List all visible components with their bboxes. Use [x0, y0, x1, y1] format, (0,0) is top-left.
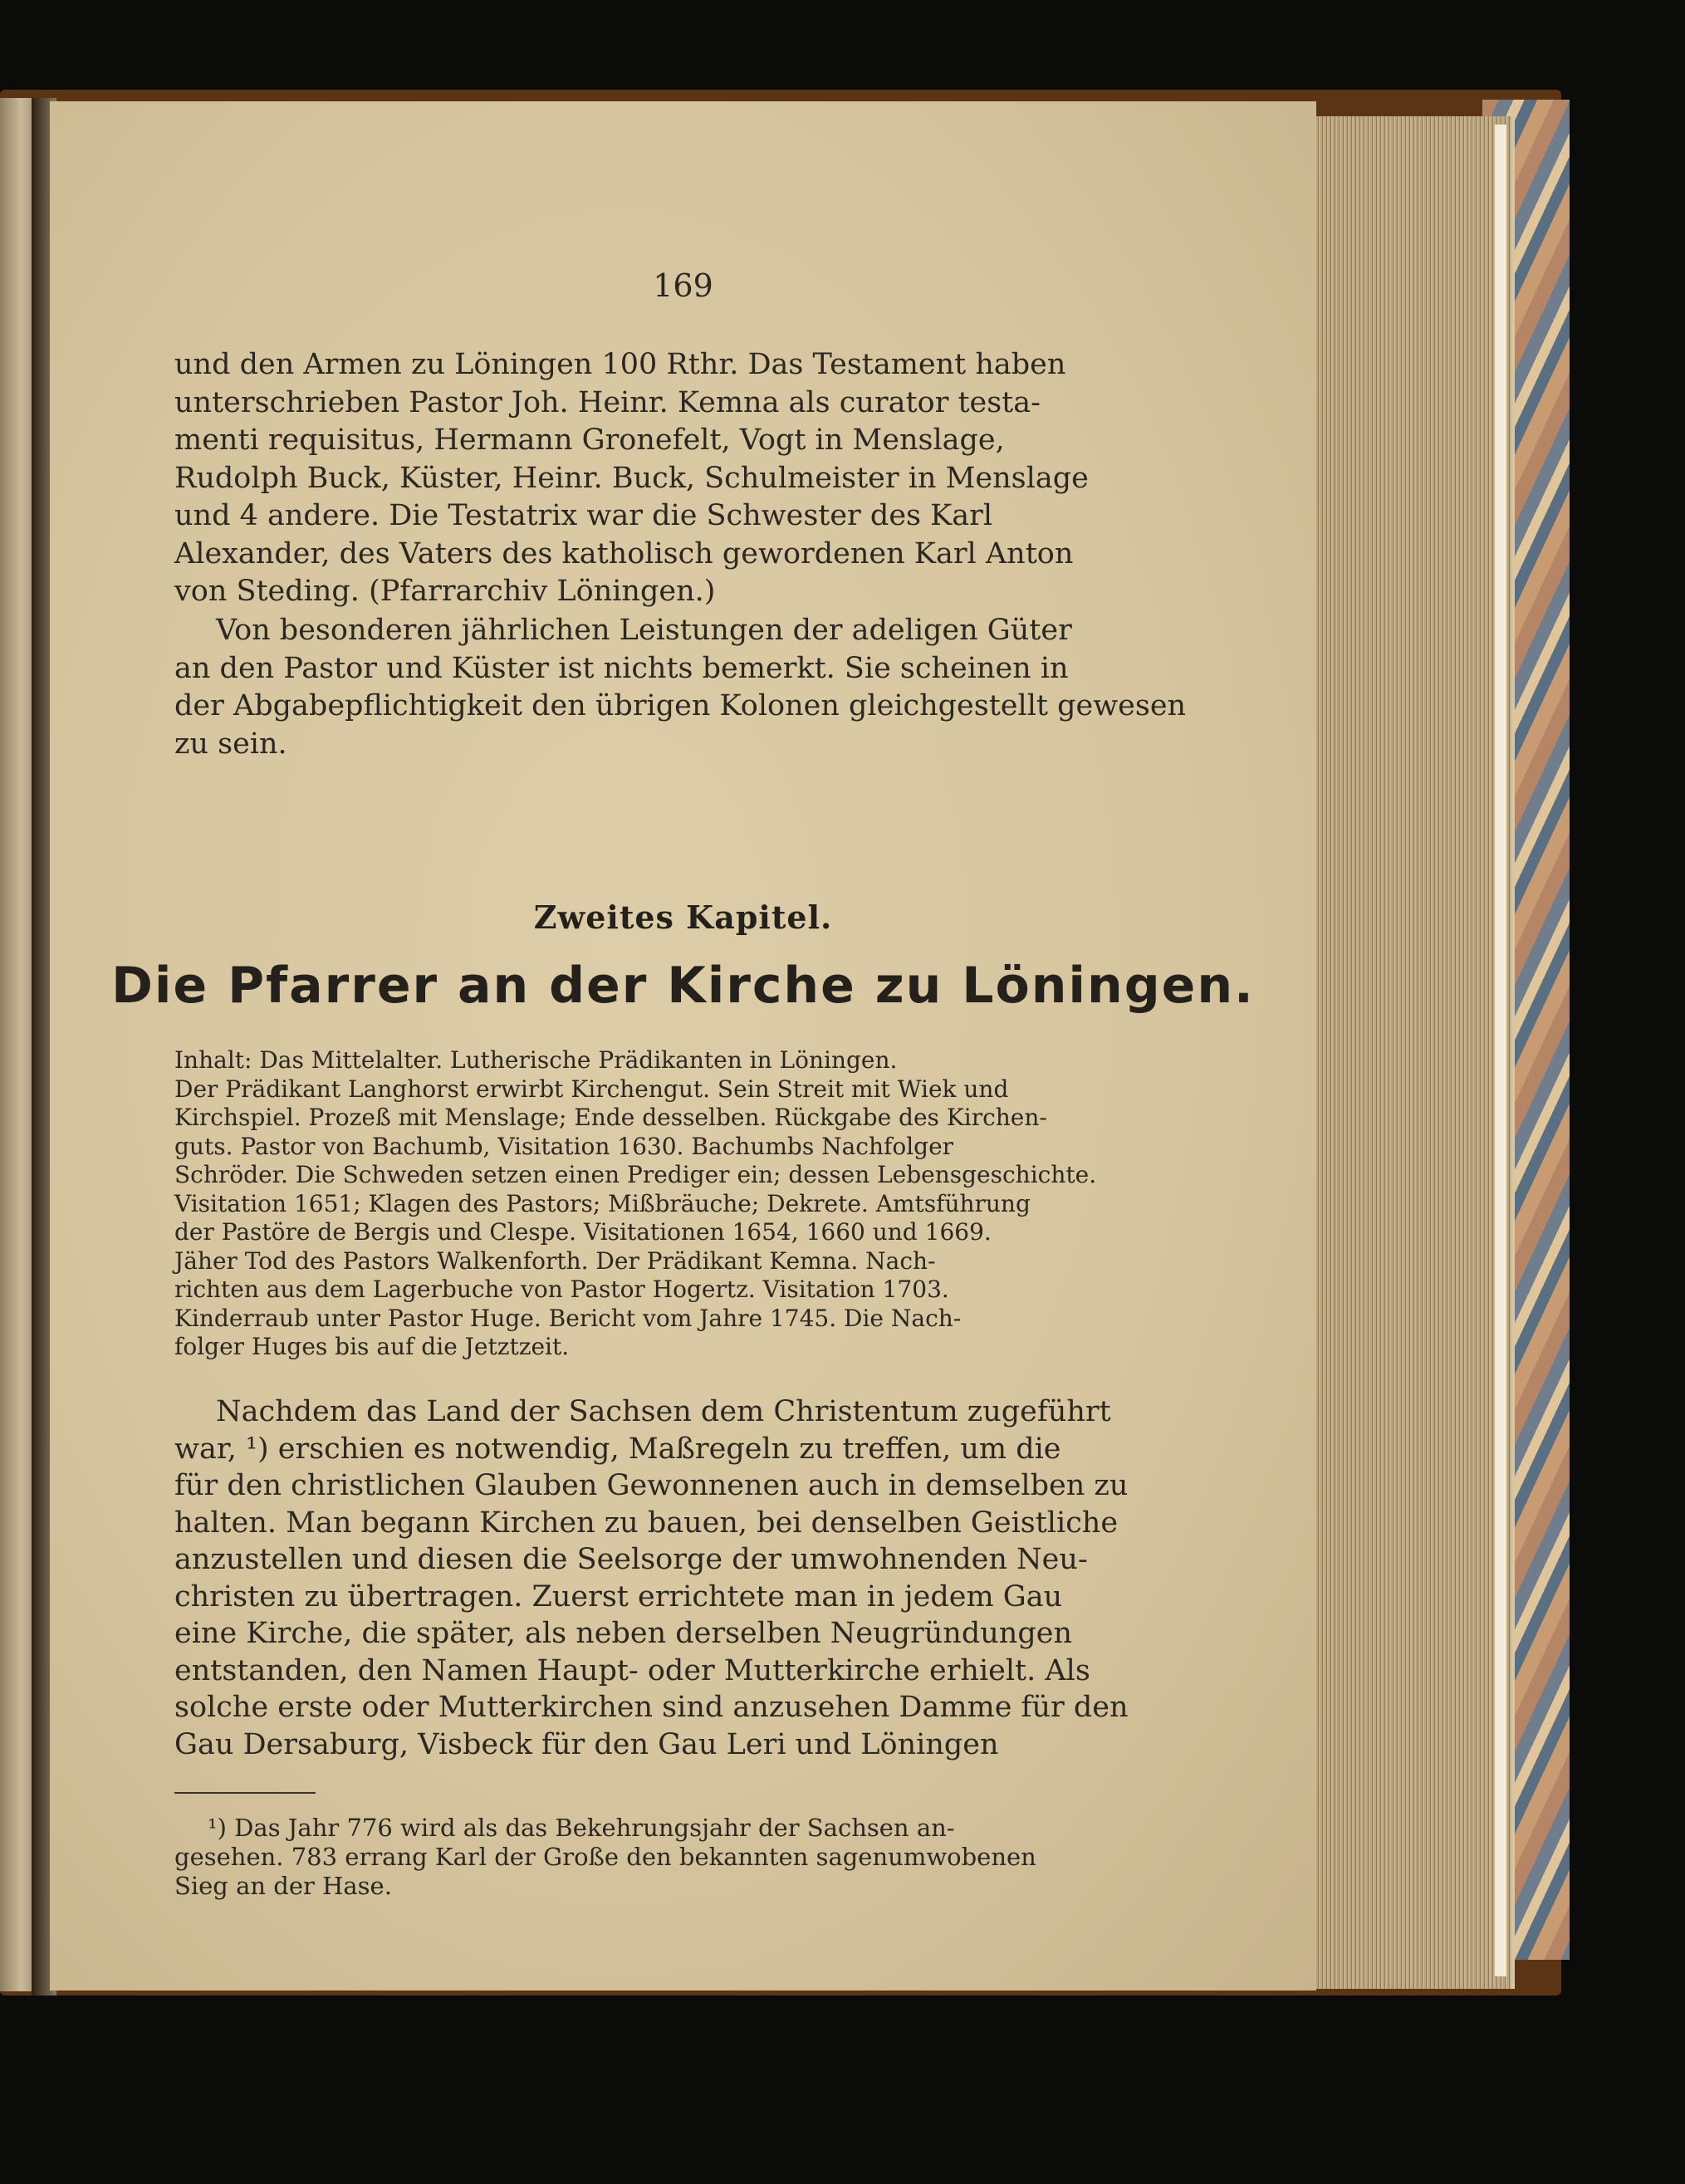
contents-line: Schröder. Die Schweden setzen einen Prediger ein; dessen Lebensgeschichte.: [174, 1161, 1097, 1188]
page-number: 169: [653, 267, 713, 304]
text-line: Rudolph Buck, Küster, Heinr. Buck, Schulmeister in Menslage: [174, 461, 1089, 495]
text-line: zu sein.: [174, 727, 287, 761]
footnote-rule: [174, 1792, 316, 1794]
text-line: Alexander, des Vaters des katholisch gewordenen Karl Anton: [174, 536, 1074, 570]
text-line: für den christlichen Glauben Gewonnenen auch in demselben zu: [174, 1469, 1129, 1502]
chapter-contents: [174, 1046, 1097, 1362]
text-line: von Steding. (Pfarrarchiv Löningen.): [174, 575, 716, 608]
chapter-title: Die Pfarrer an der Kirche zu Löningen.: [111, 957, 1255, 1015]
contents-line: guts. Pastor von Bachumb, Visitation 1630. Bachumbs Nachfolger: [174, 1132, 954, 1160]
page-edges: [1304, 116, 1515, 1989]
text-line: war, ¹) erschien es notwendig, Maßregeln zu treffen, um die: [174, 1432, 1061, 1466]
contents-line: richten aus dem Lagerbuche von Pastor Hogertz. Visitation 1703.: [174, 1276, 949, 1303]
chapter-label: Zweites Kapitel.: [533, 899, 833, 936]
text-line: und den Armen zu Löningen 100 Rthr. Das Testament haben: [174, 348, 1066, 381]
book-page: [50, 101, 1316, 1991]
endpaper-edge: [1495, 125, 1506, 1976]
contents-line: folger Huges bis auf die Jetztzeit.: [174, 1333, 570, 1360]
text-line: Von besonderen jährlichen Leistungen der adeligen Güter: [216, 614, 1072, 647]
contents-line: Inhalt: Das Mittelalter. Lutherische Prädikanten in Löningen.: [174, 1046, 898, 1074]
text-line: unterschrieben Pastor Joh. Heinr. Kemna als curator testa-: [174, 385, 1041, 419]
text-line: Gau Dersaburg, Visbeck für den Gau Leri und Löningen: [174, 1727, 999, 1761]
text-line: entstanden, den Namen Haupt- oder Mutterkirche erhielt. Als: [174, 1653, 1090, 1687]
text-line: Nachdem das Land der Sachsen dem Christentum zugeführt: [216, 1395, 1111, 1428]
text-line: menti requisitus, Hermann Gronefelt, Vogt in Menslage,: [174, 424, 1005, 457]
text-line: eine Kirche, die später, als neben derselben Neugründungen: [174, 1617, 1072, 1650]
text-line: christen zu übertragen. Zuerst errichtete man in jedem Gau: [174, 1579, 1063, 1614]
contents-line: Kinderraub unter Pastor Huge. Bericht vom Jahre 1745. Die Nach-: [174, 1304, 962, 1332]
paragraph-2: [174, 612, 1187, 763]
paragraph-1: [174, 346, 1089, 611]
text-line: halten. Man begann Kirchen zu bauen, bei denselben Geistliche: [174, 1506, 1119, 1540]
contents-line: Der Prädikant Langhorst erwirbt Kirchengut. Sein Streit mit Wiek und: [174, 1075, 1009, 1103]
contents-line: Kirchspiel. Prozeß mit Menslage; Ende desselben. Rückgabe des Kirchen-: [174, 1104, 1047, 1131]
contents-line: der Pastöre de Bergis und Clespe. Visitationen 1654, 1660 und 1669.: [174, 1218, 992, 1246]
contents-line: Visitation 1651; Klagen des Pastors; Mißbräuche; Dekrete. Amtsführung: [174, 1189, 1031, 1217]
footnote-line: ¹) Das Jahr 776 wird als das Bekehrungsjahr der Sachsen an-: [208, 1814, 955, 1842]
text-line: der Abgabepflichtigkeit den übrigen Kolonen gleichgestellt gewesen: [174, 689, 1187, 722]
left-page-edge: [0, 98, 35, 1991]
footnote-line: Sieg an der Hase.: [174, 1872, 392, 1900]
text-line: anzustellen und diesen die Seelsorge der umwohnenden Neu-: [174, 1543, 1088, 1576]
text-line: an den Pastor und Küster ist nichts bemerkt. Sie scheinen in: [174, 651, 1069, 685]
footnote-line: gesehen. 783 errang Karl der Große den bekannten sagenumwobenen: [174, 1843, 1036, 1871]
contents-line: Jäher Tod des Pastors Walkenforth. Der Prädikant Kemna. Nach-: [174, 1246, 936, 1275]
main-text: [174, 1393, 1129, 1763]
text-line: und 4 andere. Die Testatrix war die Schwester des Karl: [174, 499, 993, 532]
text-line: solche erste oder Mutterkirchen sind anzusehen Damme für den: [174, 1691, 1129, 1724]
footnote: [174, 1814, 1063, 1901]
